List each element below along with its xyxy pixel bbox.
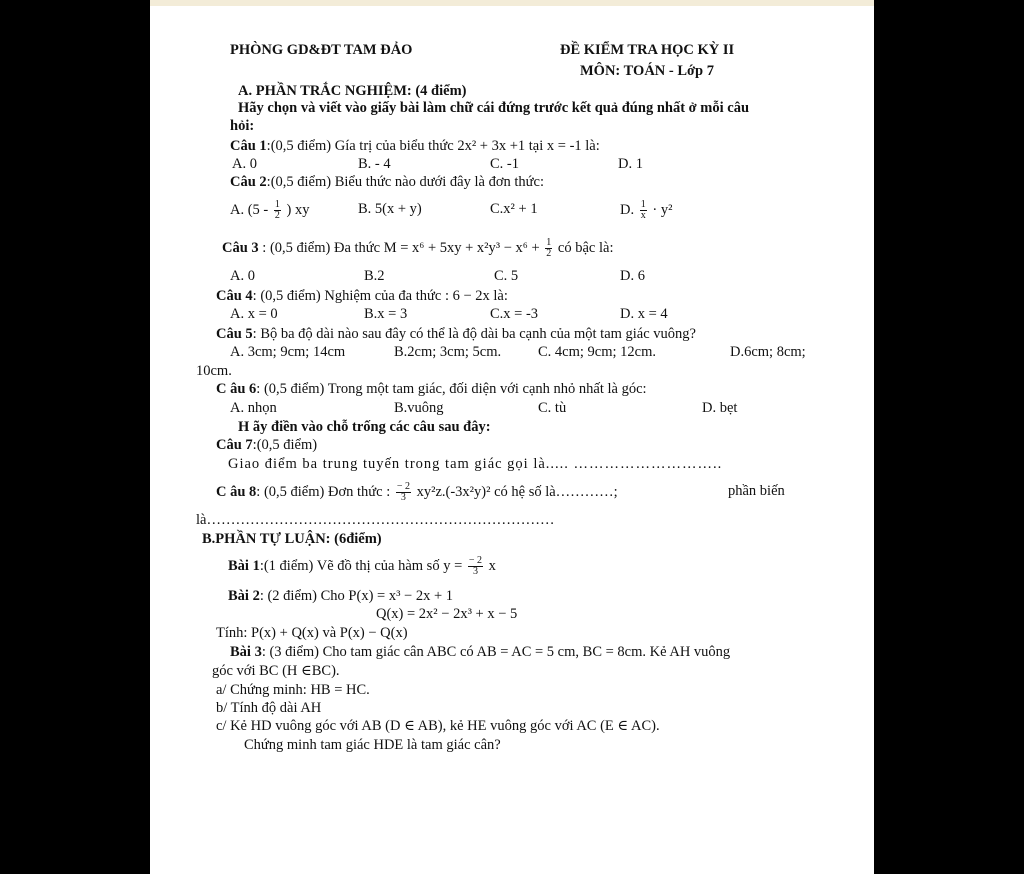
b2-text: : (2 điểm) Cho P(x) = x³ − 2x + 1 [259,588,454,604]
question-1 [230,137,600,155]
question-5 [216,325,696,343]
exercise-2 [228,587,453,605]
q2-text: :(0,5 điểm) Biểu thức nào dưới đây là đơn thức: [266,174,544,190]
b2-q: Q(x) = 2x² − 2x³ + x − 5 [376,606,518,622]
b3-line2: góc với BC (H ∈BC). [212,663,340,679]
q8-pre: : (0,5 điểm) Đơn thức : [256,483,391,500]
left-black-margin [0,0,150,874]
b1-post: x [488,557,496,574]
question-2 [230,173,544,191]
question-8 [216,482,618,503]
q3-option-b: B.2 [364,268,385,284]
q4-option-c: C.x = -3 [490,306,539,322]
question-4 [216,287,508,305]
q3-option-c: C. 5 [494,268,519,284]
q2-option-b: B. 5(x + y) [358,201,422,217]
right-black-margin [874,0,1024,874]
b2-label: Bài 2 [228,588,260,604]
b3-text: : (3 điểm) Cho tam giác cân ABC có AB = AC = 5 cm, BC = 8cm. Kẻ AH vuông [261,644,731,660]
q6-option-d: D. bẹt [702,400,738,416]
q1-text: :(0,5 điểm) Gía trị của biểu thức 2x² + 3x +1 tại x = -1 là: [266,138,600,154]
q6-option-a: A. nhọn [230,400,277,416]
q8-den: 3 [400,492,406,503]
q6-option-c: C. tù [538,400,567,416]
q4-option-a: A. x = 0 [230,306,278,322]
q6-label: C âu 6 [216,381,257,397]
header-subject: MÔN: TOÁN - Lớp 7 [580,63,714,79]
q1-option-a: A. 0 [232,156,257,172]
q3-option-a: A. 0 [230,268,255,284]
q6-option-b: B.vuông [394,400,444,416]
b3-label: Bài 3 [230,644,262,660]
q2-d-num: 1 [640,199,646,210]
exercise-3 [230,643,730,661]
b3-part-c: c/ Kẻ HD vuông góc với AB (D ∈ AB), kẻ HE vuông góc với AC (E ∈ AC). [216,718,660,734]
q6-text: : (0,5 điểm) Trong một tam giác, đối diện với cạnh nhỏ nhất là góc: [256,381,647,397]
q2-option-a [230,200,309,221]
q2-d-fraction [640,200,647,221]
question-6 [216,380,647,398]
q2-label: Câu 2 [230,174,267,190]
q8-tail: phần biến [728,483,785,499]
q1-option-c: C. -1 [490,156,519,172]
q5-option-d-cont: 10cm. [196,363,232,379]
q8-num: − 2 [396,481,410,492]
b3-part-b: b/ Tính độ dài AH [216,700,322,716]
q2-d-den: x [640,210,646,221]
part-a-title: A. PHẦN TRẮC NGHIỆM: (4 điểm) [238,83,467,99]
q3-num: 1 [546,237,552,248]
q5-option-a: A. 3cm; 9cm; 14cm [230,344,346,360]
q3-fraction [545,238,552,259]
exam-page [150,0,874,874]
q2-d-post: · y² [652,201,673,218]
b2-tinh: Tính: P(x) + Q(x) và P(x) − Q(x) [216,625,408,641]
q2-a-num: 1 [274,199,280,210]
question-7 [216,436,317,454]
part-b-title: B.PHẦN TỰ LUẬN: (6điểm) [202,531,382,547]
b1-label: Bài 1 [228,557,260,574]
q5-option-c: C. 4cm; 9cm; 12cm. [538,344,656,360]
q2-a-post: ) xy [286,201,310,218]
q1-option-b: B. - 4 [358,156,391,172]
q1-option-d: D. 1 [618,156,643,172]
header-right: ĐỀ KIỂM TRA HỌC KỲ II [560,42,735,58]
q2-d-pre: D. [620,201,635,218]
q7-label: Câu 7 [216,437,253,453]
fill-in-title: H ãy điền vào chỗ trống các câu sau đây: [238,419,491,435]
b1-fraction [468,556,483,577]
b1-pre: :(1 điểm) Vẽ đồ thị của hàm số y = [259,557,463,574]
question-3 [222,238,613,259]
q3-label: Câu 3 [222,239,259,256]
q5-label: Câu 5 [216,326,253,342]
q3-pre: : (0,5 điểm) Đa thức M = x⁶ + 5xy + x²y³ − x⁶ + [258,239,540,256]
q8-cont: là……………………………………………………………… [196,512,555,528]
part-a-instruction-cont: hỏi: [230,118,255,134]
exercise-1 [228,556,496,577]
q4-text: : (0,5 điểm) Nghiệm của đa thức : 6 − 2x là: [252,288,508,304]
q8-fraction [396,482,411,503]
q5-option-b: B.2cm; 3cm; 5cm. [394,344,502,360]
q5-text: : Bộ ba độ dài nào sau đây có thể là độ dài ba cạnh của một tam giác vuông? [252,326,696,342]
top-strip [150,0,874,6]
q2-a-fraction [274,200,281,221]
q2-a-pre: A. (5 - [230,201,269,218]
part-a-instruction: Hãy chọn và viết vào giấy bài làm chữ cái đứng trước kết quả đúng nhất ở mỗi câu [238,100,750,116]
q5-option-d: D.6cm; 8cm; [730,344,806,360]
q8-label: C âu 8 [216,483,257,500]
header-left: PHÒNG GD&ĐT TAM ĐẢO [230,42,413,58]
b3-part-c-cont: Chứng minh tam giác HDE là tam giác cân? [244,737,501,753]
q2-a-den: 2 [274,210,280,221]
q7-text: :(0,5 điểm) [252,437,318,453]
q8-post: xy²z.(-3x²y)² có hệ số là…………; [416,483,618,500]
b1-num: − 2 [468,555,483,566]
q4-label: Câu 4 [216,288,253,304]
q2-option-d [620,200,672,221]
q3-post: có bậc là: [557,239,614,256]
q4-option-d: D. x = 4 [620,306,668,322]
q2-option-c: C.x² + 1 [490,201,538,217]
q7-body: Giao điểm ba trung tuyến trong tam giác gọi là..... ……………………….. [228,456,723,472]
q4-option-b: B.x = 3 [364,306,408,322]
q3-option-d: D. 6 [620,268,645,284]
b3-part-a: a/ Chứng minh: HB = HC. [216,682,370,698]
q3-den: 2 [546,248,552,259]
q1-label: Câu 1 [230,138,267,154]
b1-den: 3 [472,566,478,577]
